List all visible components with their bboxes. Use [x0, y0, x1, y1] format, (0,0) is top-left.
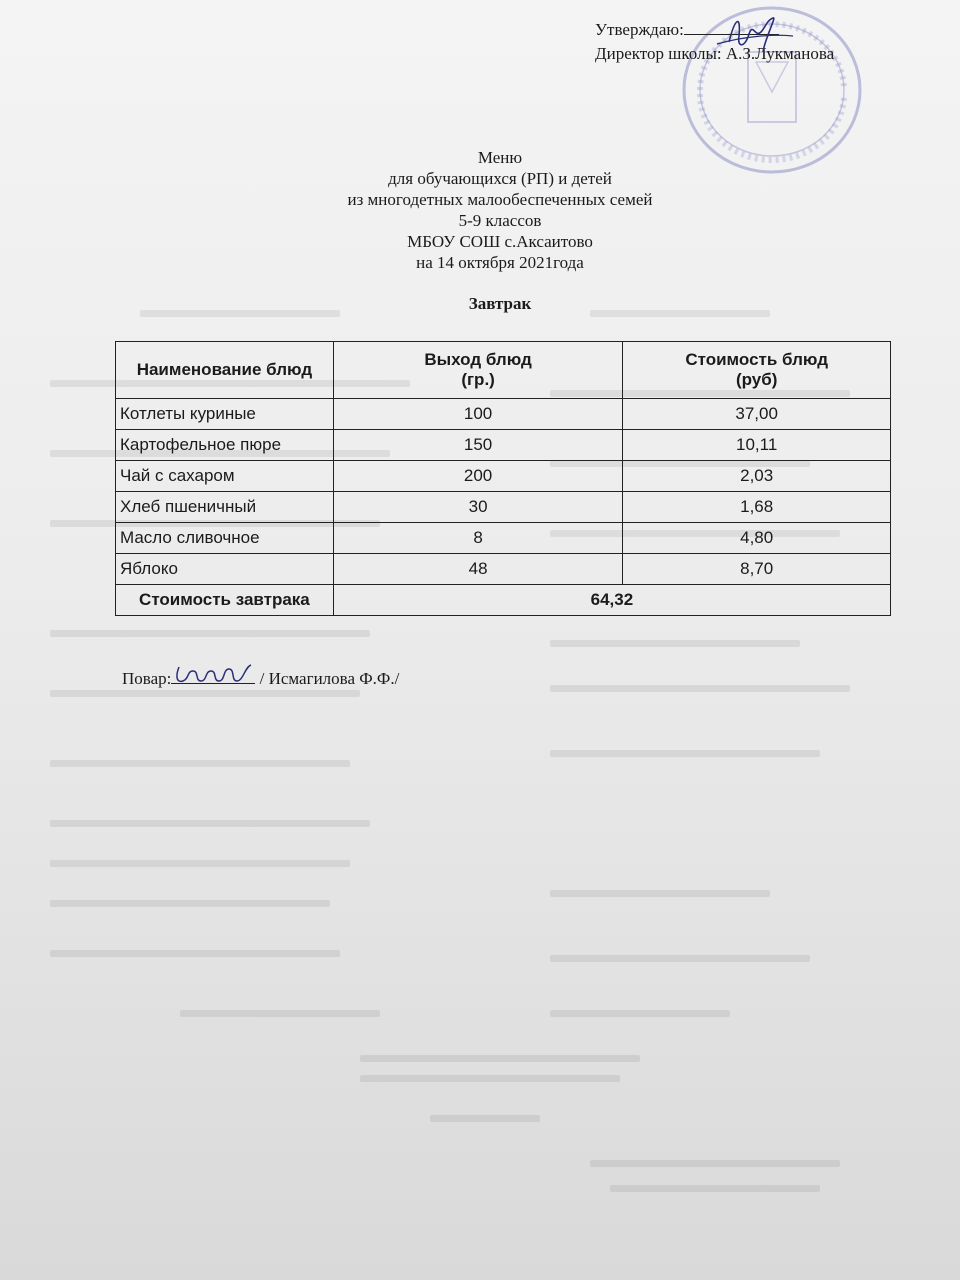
- header-yield: Выход блюд (гр.): [333, 342, 623, 399]
- dish-yield: 30: [333, 492, 623, 523]
- table-row: [116, 461, 891, 492]
- dish-yield: 8: [333, 523, 623, 554]
- dish-name: Яблоко: [116, 554, 334, 585]
- dish-cost: 37,00: [623, 399, 891, 430]
- dish-yield: 200: [333, 461, 623, 492]
- dish-yield: 150: [333, 430, 623, 461]
- approve-label: Утверждаю:: [595, 20, 684, 39]
- dish-name: Котлеты куриные: [116, 399, 334, 430]
- director-label: Директор школы:: [595, 44, 722, 63]
- dish-name: Масло сливочное: [116, 523, 334, 554]
- meal-heading: Завтрак: [468, 294, 532, 313]
- title-line-5: МБОУ СОШ с.Аксаитово: [407, 232, 593, 251]
- total-label: Стоимость завтрака: [116, 585, 334, 616]
- cook-signature: [173, 663, 253, 687]
- table-header-row: [116, 342, 891, 399]
- dish-cost: 4,80: [623, 523, 891, 554]
- dish-cost: 2,03: [623, 461, 891, 492]
- approval-block: [595, 18, 834, 66]
- dish-cost: 10,11: [623, 430, 891, 461]
- cook-signature-block: [122, 669, 399, 689]
- header-cost: Стоимость блюд (руб): [623, 342, 891, 399]
- menu-table: [115, 341, 891, 616]
- table-row: [116, 492, 891, 523]
- dish-name: Хлеб пшеничный: [116, 492, 334, 523]
- dish-cost: 1,68: [623, 492, 891, 523]
- table-row: [116, 554, 891, 585]
- director-name: А.З.Лукманова: [725, 44, 835, 63]
- cook-name: / Исмагилова Ф.Ф./: [259, 669, 400, 688]
- dish-name: Чай с сахаром: [116, 461, 334, 492]
- dish-name: Картофельное пюре: [116, 430, 334, 461]
- title-line-2: для обучающихся (РП) и детей: [388, 169, 612, 188]
- menu-title-block: [250, 147, 750, 314]
- cook-label: Повар:: [122, 669, 172, 688]
- dish-yield: 100: [333, 399, 623, 430]
- title-line-3: из многодетных малообеспеченных семей: [347, 190, 653, 209]
- title-line-1: Меню: [477, 148, 523, 167]
- title-line-6: на 14 октября 2021года: [416, 253, 584, 272]
- total-value: 64,32: [333, 585, 890, 616]
- table-row: [116, 399, 891, 430]
- table-row: [116, 523, 891, 554]
- director-signature: [715, 8, 795, 68]
- total-row: [116, 585, 891, 616]
- cook-signature-line: [171, 669, 255, 684]
- dish-cost: 8,70: [623, 554, 891, 585]
- table-row: [116, 430, 891, 461]
- header-dish-name: Наименование блюд: [116, 342, 334, 399]
- dish-yield: 48: [333, 554, 623, 585]
- title-line-4: 5-9 классов: [458, 211, 542, 230]
